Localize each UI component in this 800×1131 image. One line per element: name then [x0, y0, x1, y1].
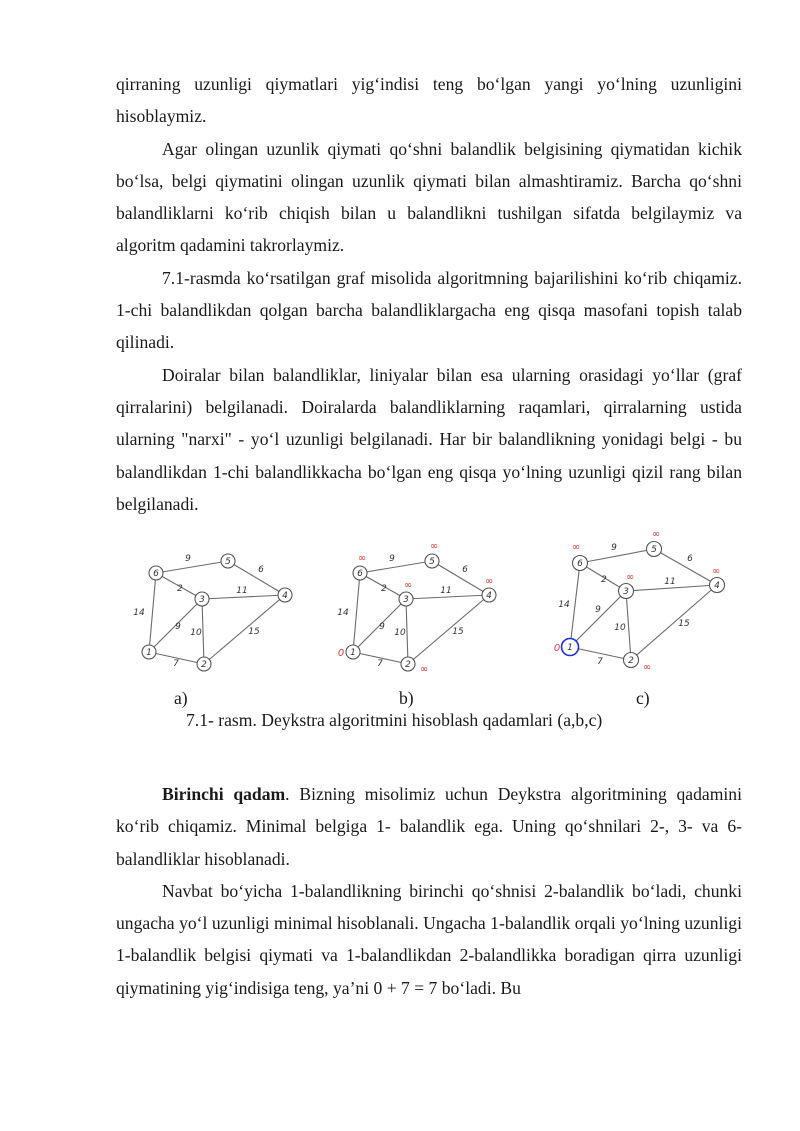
svg-text:6: 6 — [577, 559, 583, 569]
svg-text:1: 1 — [350, 648, 356, 658]
paragraph-continuation: qirraning uzunligi qiymatlari yig‘indisi teng bo‘lgan yangi yo‘lning uzunligini hisoblaymiz. — [116, 74, 742, 127]
node-2-label: 2 — [201, 660, 207, 670]
svg-text:∞: ∞ — [625, 572, 635, 583]
edge-6-5 — [156, 561, 228, 573]
weight-3-4: 11 — [236, 586, 248, 596]
svg-text:∞: ∞ — [642, 662, 652, 673]
paragraph-notation: Doiralar bilan balandliklar, liniyalar bilan esa ularning orasidagi yo‘llar (graf qirralarini) belgilanadi. Doiralarda balandliklarning raqamlari, qirralarning ustida ularning "narxi" - yo‘l uzunligi belgilanadi. Har bir balandlikning yonidagi belgi - bu balandlikdan 1-chi balandlikkacha bo‘lgan eng qisqa yo‘lning uzunligi qizil rang bilan belgilanadi. — [116, 364, 742, 514]
node-5-label: 5 — [225, 557, 231, 567]
svg-text:5: 5 — [429, 557, 435, 567]
svg-text:9: 9 — [389, 554, 395, 564]
weight-6-3: 2 — [177, 584, 183, 594]
sub-label-b: b) — [399, 688, 414, 708]
graph-a — [134, 540, 304, 680]
svg-text:9: 9 — [379, 622, 385, 632]
graph-c — [553, 529, 736, 680]
svg-text:10: 10 — [614, 623, 626, 633]
svg-text:9: 9 — [595, 605, 601, 615]
svg-text:2: 2 — [601, 575, 607, 585]
graph-b — [338, 540, 508, 680]
paragraph-label-update: Agar olingan uzunlik qiymati qo‘shni balandlik belgisining qiymatidan kichik bo‘lsa, belgi qiymatini olingan uzunlik qiymati bilan almashtiramiz. Barcha qo‘shni balandliklarni ko‘rib chiqish bilan u balandlikni tushilgan sifatda belgilaymiz va algoritm qadamini takrorlaymiz. — [116, 138, 742, 256]
label-node-2: ∞ — [419, 664, 429, 675]
node-6-label: 6 — [153, 569, 159, 579]
weight-5-4: 6 — [258, 565, 264, 575]
svg-text:3: 3 — [623, 587, 629, 597]
label-node-6: ∞ — [357, 553, 367, 564]
svg-text:10: 10 — [394, 628, 406, 638]
svg-text:15: 15 — [678, 619, 690, 629]
sub-label-c: c) — [636, 688, 650, 708]
svg-text:3: 3 — [403, 595, 409, 605]
svg-text:∞: ∞ — [711, 566, 721, 577]
weight-1-6: 14 — [133, 608, 145, 618]
paragraph-example-intro: 7.1-rasmda ko‘rsatilgan graf misolida algoritmning bajarilishini ko‘rib chiqamiz. 1-chi balandlikdan qolgan barcha balandliklargacha eng qisqa masofani topish talab qilinadi. — [116, 267, 742, 353]
svg-text:2: 2 — [628, 656, 634, 666]
svg-text:15: 15 — [452, 627, 464, 637]
svg-text:0: 0 — [553, 643, 561, 654]
edge-3-2 — [202, 599, 204, 664]
weight-1-3: 9 — [175, 622, 181, 632]
svg-text:6: 6 — [357, 569, 363, 579]
svg-text:11: 11 — [440, 586, 452, 596]
svg-text:11: 11 — [664, 577, 676, 587]
weight-2-4: 15 — [248, 627, 260, 637]
svg-text:6: 6 — [462, 565, 468, 575]
svg-text:4: 4 — [486, 591, 492, 601]
svg-text:5: 5 — [651, 545, 657, 555]
svg-text:2: 2 — [405, 660, 411, 670]
svg-text:14: 14 — [337, 608, 349, 618]
body-text-bottom — [116, 778, 742, 1004]
figure-7-1 — [116, 529, 742, 740]
svg-text:6: 6 — [687, 554, 693, 564]
svg-text:1: 1 — [567, 643, 573, 653]
svg-text:9: 9 — [611, 543, 617, 553]
weight-3-2: 10 — [190, 628, 202, 638]
label-node-3: ∞ — [403, 580, 413, 591]
paragraph-neighbor-2: Navbat bo‘yicha 1-balandlikning birinchi qo‘shnisi 2-balandlik bo‘ladi, chunki ungacha yo‘l uzunligi minimal hisoblanali. Ungacha 1-balandlik orqali yo‘lning uzunligi 1-balandlik belgisi qiymati va 1-balandlikdan 2-balandlikka boradigan qirra uzunligi qiymatining yig‘indisiga teng, ya’ni 0 + 7 = 7 bo‘ladi. Bu — [116, 880, 742, 998]
svg-text:14: 14 — [558, 600, 570, 610]
first-step-text: . Bizning misolimiz uchun Deykstra algoritmining qadamini ko‘rib chiqamiz. Minimal belgiga 1- balandlik ega. Uning qo‘shnilari 2-, 3- va 6- balandliklar hisoblanadi. — [116, 784, 742, 869]
edge-1-6 — [149, 573, 156, 652]
label-node-5: ∞ — [429, 541, 439, 552]
node-1-label: 1 — [146, 648, 152, 658]
paragraph-first-step — [116, 778, 742, 875]
weight-1-2: 7 — [173, 659, 179, 669]
body-text-top — [116, 68, 742, 520]
sub-label-a: a) — [174, 688, 188, 708]
node-4-label: 4 — [282, 591, 288, 601]
first-step-heading: Birinchi qadam — [162, 784, 286, 804]
svg-text:7: 7 — [377, 659, 383, 669]
label-node-1: 0 — [337, 648, 345, 659]
figure-caption: 7.1- rasm. Deykstra algoritmini hisoblash qadamlari (a,b,c) — [186, 710, 603, 730]
svg-text:∞: ∞ — [571, 542, 581, 553]
weight-6-5: 9 — [185, 554, 191, 564]
node-3-label: 3 — [199, 595, 205, 605]
svg-text:2: 2 — [381, 584, 387, 594]
label-node-4: ∞ — [484, 576, 494, 587]
svg-text:∞: ∞ — [651, 529, 661, 540]
svg-text:4: 4 — [714, 581, 720, 591]
svg-text:7: 7 — [597, 657, 603, 667]
edge-2-4 — [204, 595, 285, 664]
